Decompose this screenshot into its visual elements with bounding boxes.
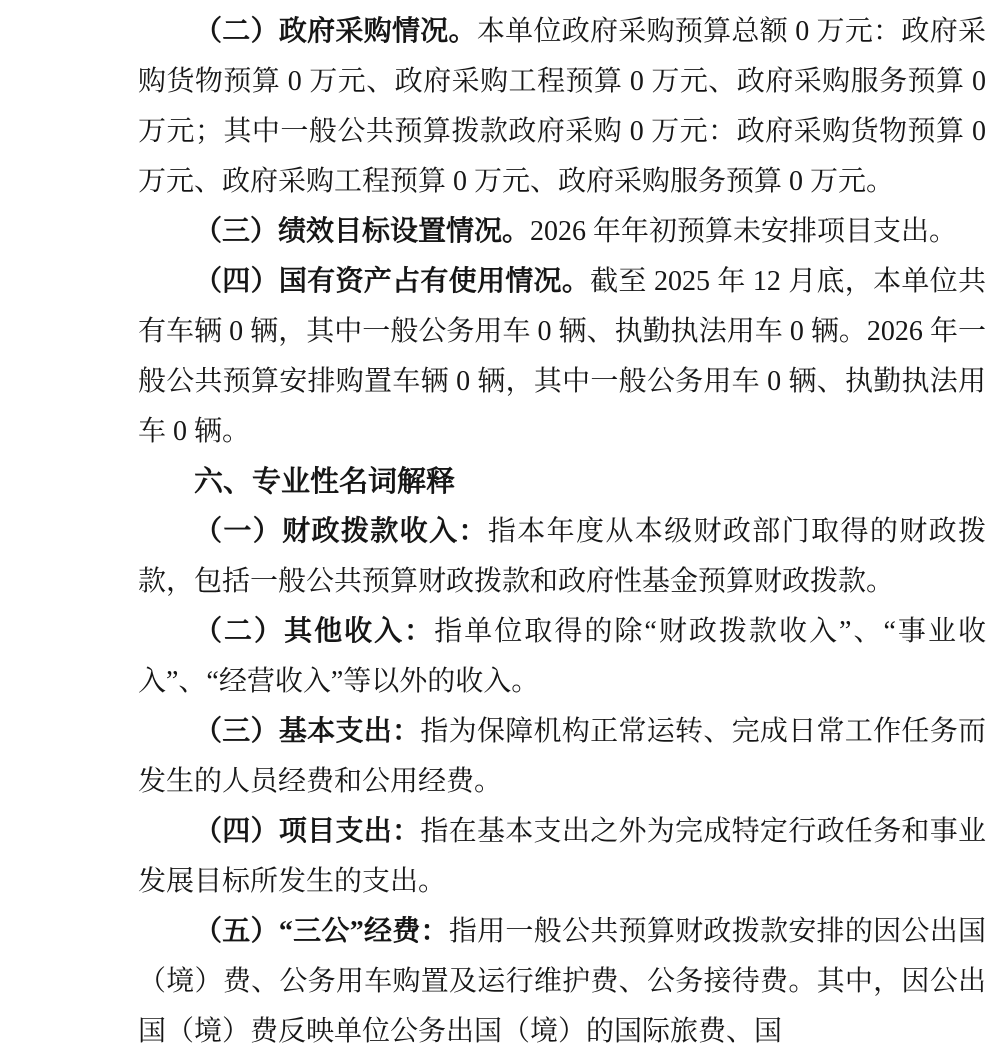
paragraph-text: 指本年度从本级财政部门取得的财政拨款，包括一般公共预算财政拨款和政府性基金预算财政拨款。 (138, 516, 986, 597)
document-content (138, 7, 986, 1057)
paragraph-state-assets (138, 257, 986, 457)
paragraph-gov-procurement (138, 7, 986, 207)
paragraph-text: 指单位取得的除“财政拨款收入”、“事业收入”、“经营收入”等以外的收入。 (138, 616, 986, 697)
paragraph-term-three-public-expenses (138, 907, 986, 1057)
paragraph-term-fiscal-appropriation-income (138, 507, 986, 607)
paragraph-text: 2026 年年初预算未安排项目支出。 (530, 216, 958, 247)
paragraph-lead: （二）其他收入： (194, 616, 435, 647)
paragraph-lead: （四）国有资产占有使用情况。 (194, 266, 591, 297)
paragraph-term-other-income (138, 607, 986, 707)
paragraph-lead: （五）“三公”经费： (194, 916, 449, 947)
paragraph-lead: （二）政府采购情况。 (194, 16, 477, 47)
paragraph-text: 本单位政府采购预算总额 0 万元：政府采购货物预算 0 万元、政府采购工程预算 0 万元、政府采购服务预算 0 万元；其中一般公共预算拨款政府采购 0 万元：政府采购货物预算 0 万元、政府采购工程预算 0 万元、政府采购服务预算 0 万元。 (138, 16, 986, 197)
paragraph-performance-targets (138, 207, 986, 257)
paragraph-term-basic-expenditure (138, 707, 986, 807)
paragraph-lead: （三）基本支出： (194, 716, 421, 747)
paragraph-text: 截至 2025 年 12 月底，本单位共有车辆 0 辆，其中一般公务用车 0 辆、执勤执法用车 0 辆。2026 年一般公共预算安排购置车辆 0 辆，其中一般公务用车 0 辆、执勤执法用车 0 辆。 (138, 266, 986, 447)
paragraph-text: 指在基本支出之外为完成特定行政任务和事业发展目标所发生的支出。 (138, 816, 986, 897)
paragraph-text: 指为保障机构正常运转、完成日常工作任务而发生的人员经费和公用经费。 (138, 716, 986, 797)
paragraph-text: 指用一般公共预算财政拨款安排的因公出国（境）费、公务用车购置及运行维护费、公务接待费。其中，因公出国（境）费反映单位公务出国（境）的国际旅费、国 (138, 916, 986, 1047)
paragraph-term-project-expenditure (138, 807, 986, 907)
section-heading-terms-explanation: 六、专业性名词解释 (194, 466, 456, 498)
paragraph-lead: （三）绩效目标设置情况。 (194, 216, 531, 247)
paragraph-lead: （四）项目支出： (194, 816, 421, 847)
paragraph-lead: （一）财政拨款收入： (194, 516, 488, 547)
